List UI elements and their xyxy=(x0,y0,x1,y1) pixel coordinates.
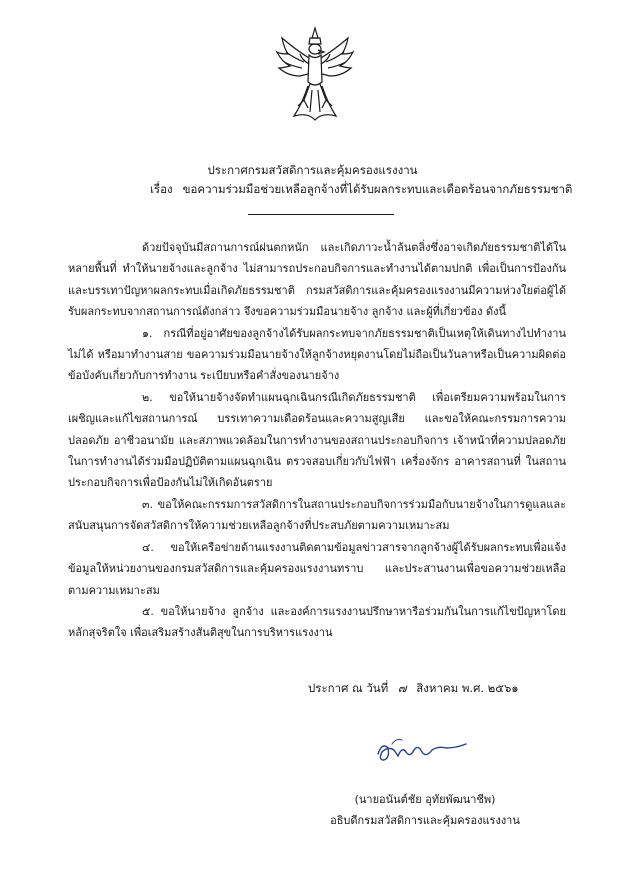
handwritten-signature-icon xyxy=(372,732,472,768)
signatory-position: อธิบดีกรมสวัสดิการและคุ้มครองแรงงาน xyxy=(330,814,520,827)
title-divider xyxy=(248,214,394,215)
date-day: ๗ xyxy=(397,681,407,695)
item-5-paragraph: ๕. ขอให้นายจ้าง ลูกจ้าง และองค์การแรงงานปรึกษาหารือร่วมกันในการแก้ไขปัญหาโดยหลักสุจริตใจ เพื่อเสริมสร้างสันติสุขในการบริหารแรงงาน xyxy=(68,604,566,640)
date-month-year: สิงหาคม พ.ศ. ๒๕๖๑ xyxy=(416,681,519,695)
garuda-emblem-icon xyxy=(274,24,356,124)
subject-line xyxy=(150,181,572,197)
intro-paragraph: ด้วยปัจจุบันมีสถานการณ์ฝนตกหนัก และเกิดภาวะน้ำล้นตลิ่งซึ่งอาจเกิดภัยธรรมชาติได้ในหลายพื้นที่ ทำให้นายจ้างและลูกจ้าง ไม่สามารถประกอบกิจการและทำงานได้ตามปกติ เพื่อเป็นการป้องกันและบรรเทาปัญหาผลกระทบเมื่อเกิดภัยธรรมชาติ กรมสวัสดิการและคุ้มครองแรงงานมีความห่วงใยต่อผู้ได้รับผลกระทบจากสถานการณ์ดังกล่าว จึงขอความร่วมมือนายจ้าง ลูกจ้าง และผู้ที่เกี่ยวข้อง ดังนี้ xyxy=(68,241,566,319)
item-3-paragraph: ๓. ขอให้คณะกรรมการสวัสดิการในสถานประกอบกิจการร่วมมือกับนายจ้างในการดูแลและสนับสนุนการจัดสวัสดิการให้ความช่วยเหลือลูกจ้างที่ประสบภัยตามความเหมาะสม xyxy=(68,497,566,533)
item-1-paragraph: ๑. กรณีที่อยู่อาศัยของลูกจ้างได้รับผลกระทบจากภัยธรรมชาติเป็นเหตุให้เดินทางไปทำงานไม่ได้ หรือมาทำงานสาย ขอความร่วมมือนายจ้างให้ลูกจ้างหยุดงานโดยไม่ถือเป็นวันลาหรือเป็นความผิดต่อข้อบังคับเกี่ยวกับการทำงาน ระเบียบหรือคำสั่งของนายจ้าง xyxy=(68,326,566,383)
signatory-name: (นายอนันต์ชัย อุทัยพัฒนาชีพ) xyxy=(354,793,496,806)
body-text xyxy=(68,237,566,644)
subject-text: ขอความร่วมมือช่วยเหลือลูกจ้างที่ได้รับผลกระทบและเดือดร้อนจากภัยธรรมชาติ xyxy=(182,182,573,196)
item-2-paragraph: ๒. ขอให้นายจ้างจัดทำแผนฉุกเฉินกรณีเกิดภัยธรรมชาติ เพื่อเตรียมความพร้อมในการเผชิญและแก้ไขสถานการณ์ บรรเทาความเดือดร้อนและความสูญเสีย และขอให้คณะกรรมการความปลอดภัย อาชีวอนามัย และสภาพแวดล้อมในการทำงานของสถานประกอบกิจการ เจ้าหน้าที่ความปลอดภัยในการทำงานได้ร่วมมือปฏิบัติตามแผนฉุกเฉิน ตรวจสอบเกี่ยวกับไฟฟ้า เครื่องจักร อาคารสถานที่ ในสถานประกอบกิจการเพื่อป้องกันไม่ให้เกิดอันตราย xyxy=(68,390,566,490)
date-prefix: ประกาศ ณ วันที่ xyxy=(308,681,389,695)
department-title: ประกาศกรมสวัสดิการและคุ้มครองแรงงาน xyxy=(207,163,418,177)
subject-label: เรื่อง xyxy=(150,182,173,196)
item-4-paragraph: ๔. ขอให้เครือข่ายด้านแรงงานติดตามข้อมูลข่าวสารจากลูกจ้างผู้ได้รับผลกระทบเพื่อแจ้งข้อมูลให้หน่วยงานของกรมสวัสดิการและคุ้มครองแรงงานทราบ และประสานงานเพื่อขอความช่วยเหลือตามความเหมาะสม xyxy=(68,540,566,597)
announcement-date xyxy=(308,680,519,696)
